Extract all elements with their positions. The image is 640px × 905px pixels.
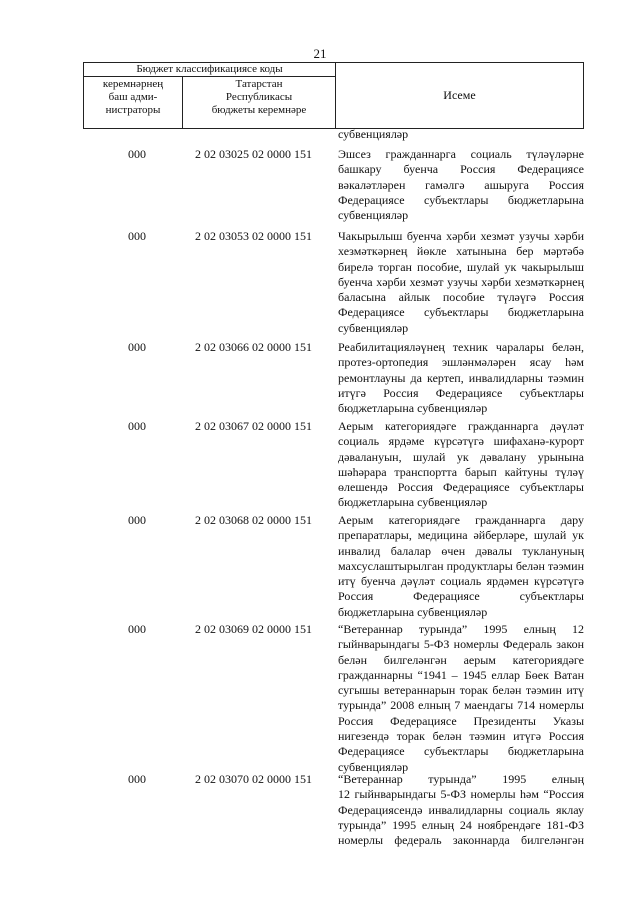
- name-line: башкару буенча Россия Федерациясе: [338, 162, 584, 177]
- name-line: протез-ортопедия эшләнмәләрен ясау һәм: [338, 355, 584, 370]
- name-line: субвенцияләр: [338, 208, 409, 223]
- name-line: Аерым категориядәге гражданнарга дару: [338, 513, 584, 527]
- name-line: Федерациясе субъектлары бюджетларына: [338, 305, 584, 320]
- admin-code: 000: [128, 147, 146, 161]
- name-line: хезмәткәрнең йөкле хатынына бер мәртәбә: [338, 244, 584, 259]
- name-line: инвалид балалар өчен дәвалы туклануның: [338, 543, 584, 558]
- name-line: шәһәрара транспортта барып кайтуны түләү: [338, 464, 584, 479]
- revenue-code: 2 02 03053 02 0000 151: [195, 229, 312, 243]
- admin-code: 000: [128, 419, 146, 433]
- revenue-code: 2 02 03025 02 0000 151: [195, 147, 312, 161]
- name-line: социаль ярдәме күрсәтүгә шифаханә-курорт: [338, 434, 584, 449]
- name-line: махсуслаштырылган продуктлары белән тәэмин: [338, 558, 584, 573]
- name-line: нигезендә торак белән тәэмин итүгә Россия: [338, 729, 584, 744]
- name-line: бюджетларына субвенцияләр: [338, 401, 488, 416]
- name-line: ремонтлауны да кертеп, инвалидларны тәэмин: [338, 370, 584, 385]
- revenue-name: [338, 147, 584, 223]
- name-line: 12 гыйнварындагы 5-ФЗ номерлы һәм “Россия: [338, 787, 584, 802]
- name-line: белән билгеләнгән аерым категориядәге: [338, 652, 584, 667]
- name-line: бюджетларына субвенцияләр: [338, 604, 488, 619]
- name-line: Федерациясендә инвалидларны социаль яклау: [338, 802, 584, 817]
- name-line: сугышы ветераннарын торак белән тәэмин итү: [338, 683, 584, 698]
- name-line: итүгә Россия Федерациясе субъектлары: [338, 385, 584, 400]
- header-line: Республикасы: [225, 91, 293, 103]
- name-line: субвенцияләр: [338, 320, 409, 335]
- revenue-code: 2 02 03069 02 0000 151: [195, 622, 312, 636]
- name-line: Федерациясе субъектлары бюджетларына: [338, 744, 584, 759]
- revenue-name: [338, 419, 584, 511]
- name-line: бирелә торган пособие, шулай ук чакырылыш: [338, 259, 584, 274]
- revenue-code: 2 02 03067 02 0000 151: [195, 419, 312, 433]
- name-line: дәвалануын, шулай ук дәвалану урынына: [338, 449, 584, 464]
- revenue-code: 2 02 03066 02 0000 151: [195, 340, 312, 354]
- name-line: Аерым категориядәге гражданнарга дәүләт: [338, 419, 584, 433]
- admin-code: 000: [128, 622, 146, 636]
- name-line: гражданнарны “1941 – 1945 еллар Бөек Ватан: [338, 667, 584, 682]
- admin-code: 000: [128, 772, 146, 786]
- name-header: Исеме: [443, 88, 476, 102]
- name-line: Россия Федерациясе субъектлары: [338, 589, 584, 604]
- header-line: керемнәрнең: [102, 78, 164, 90]
- name-line: баласына айлык пособие түләүгә Россия: [338, 290, 584, 305]
- header-line: нистраторы: [105, 104, 161, 116]
- name-line: гыйнварындагы 5-ФЗ номерлы Федераль закон: [338, 637, 584, 652]
- admin-code: 000: [128, 513, 146, 527]
- admin-code: 000: [128, 340, 146, 354]
- name-line: буенча хәрби хезмәт узучы хәрби хезмәткәрнең: [338, 274, 584, 289]
- name-line: “Ветераннар турында” 1995 елның: [338, 772, 584, 786]
- revenue-code: 2 02 03070 02 0000 151: [195, 772, 312, 786]
- name-line: номерлы федераль законнарда билгеләнгән: [338, 833, 584, 848]
- name-line: “Ветераннар турында” 1995 елның 12: [338, 622, 584, 636]
- name-line: турында” 2008 елның 7 маендагы 714 номерлы: [338, 698, 584, 713]
- name-line: итү буенча дәүләт социаль ярдәмен күрсәтүгә: [338, 574, 584, 589]
- revenue-name: [338, 513, 584, 620]
- name-line: Россия Федерациясе Президенты Указы: [338, 713, 584, 728]
- revenue-name: [338, 622, 584, 775]
- revenue-name: [338, 772, 584, 848]
- name-line: Федерациясе субъектлары бюджетларына: [338, 192, 584, 207]
- header-line: Татарстан: [235, 78, 283, 90]
- continuation-text: субвенцияләр: [338, 127, 409, 141]
- revenue-name: [338, 340, 584, 416]
- page-number: 21: [313, 46, 327, 61]
- name-line: Эшсез гражданнарга социаль түләүләрне: [338, 147, 584, 161]
- name-line: өлешендә Россия Федерациясе субъектлары: [338, 480, 584, 495]
- name-line: вәкаләтләрен гамәлгә ашыруга Россия: [338, 177, 584, 192]
- revenue-code: 2 02 03068 02 0000 151: [195, 513, 312, 527]
- name-line: Реабилитацияләүнең техник чаралары белән,: [338, 340, 584, 354]
- header-line: баш адми-: [108, 91, 158, 103]
- name-line: препаратлары, медицина әйберләре, шулай ук: [338, 528, 584, 543]
- revenue-name: [338, 229, 584, 336]
- name-line: бюджетларына субвенцияләр: [338, 495, 488, 510]
- admin-code: 000: [128, 229, 146, 243]
- budget-classification-code-header: Бюджет классификациясе коды: [84, 63, 336, 77]
- header-line: бюджеты керемнәре: [211, 104, 307, 116]
- name-line: субвенцияләр: [338, 759, 409, 774]
- name-line: Чакырылыш буенча хәрби хезмәт узучы хәрби: [338, 229, 584, 243]
- name-line: турында” 1995 елның 24 ноябрендәге 181-ФЗ: [338, 817, 584, 832]
